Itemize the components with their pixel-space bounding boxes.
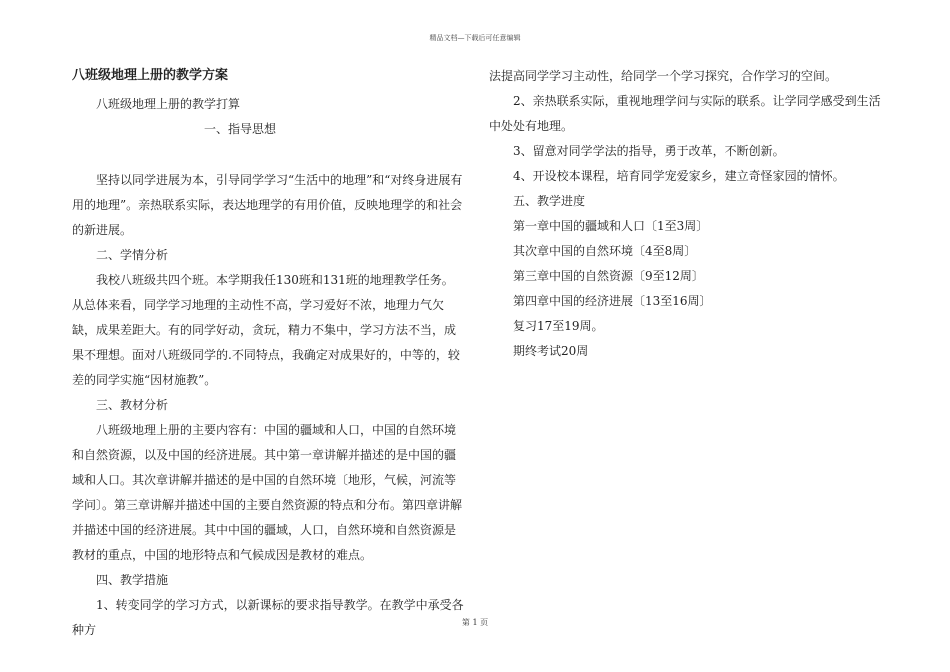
schedule-item: 第三章中国的自然资源〔9至12周〕 xyxy=(513,269,704,283)
section5-heading: 五、教学进度 xyxy=(513,194,586,208)
section3-heading: 三、教材分析 xyxy=(96,398,169,412)
section2-heading: 二、学情分析 xyxy=(96,248,169,262)
left-column xyxy=(72,66,464,637)
schedule-item: 第一章中国的疆域和人口〔1至3周〕 xyxy=(513,219,709,233)
right-column xyxy=(489,64,889,364)
schedule-item: 其次章中国的自然环境〔4至8周〕 xyxy=(513,244,697,258)
measure-3-paragraph: 3、留意对同学学法的指导，勇于改革，不断创新。 xyxy=(513,144,785,158)
section2-paragraph: 我校八班级共四个班。本学期我任130班和131班的地理教学任务。从总体来看，同学学习地理的主动性不高，学习爱好不浓，地理力气欠缺，成果差距大。有的同学好动，贪玩，精力不集中，学习方法不当，成果不理想。面对八班级同学的.不同特点，我确定对成果好的，中等的，较差的同学实施“因材施教”。 xyxy=(72,273,460,387)
measure-1-paragraph: 1、转变同学的学习方式，以新课标的要求指导教学。在教学中承受各种方 xyxy=(72,598,464,637)
schedule-item: 期终考试20周 xyxy=(513,344,589,358)
document-subtitle: 八班级地理上册的教学打算 xyxy=(96,97,241,111)
measure-1-continuation: 法提高同学学习主动性，给同学一个学习探究，合作学习的空间。 xyxy=(489,69,838,83)
document-title: 八班级地理上册的教学方案 xyxy=(72,68,229,83)
section1-paragraph: 坚持以同学进展为本，引导同学学习“生活中的地理”和“对终身进展有用的地理”。亲热联系实际，表达地理学的有用价值，反映地理学的和社会的新进展。 xyxy=(72,173,463,237)
schedule-item: 复习17至19周。 xyxy=(513,319,604,333)
schedule-item: 第四章中国的经济进展〔13至16周〕 xyxy=(513,294,712,308)
section4-heading: 四、教学措施 xyxy=(96,573,169,587)
section3-paragraph: 八班级地理上册的主要内容有：中国的疆域和人口，中国的自然环境和自然资源，以及中国的经济进展。其中第一章讲解并描述的是中国的疆域和人口。其次章讲解并描述的是中国的自然环境〔地形，气候，河流等学问〕。第三章讲解并描述中国的主要自然资源的特点和分布。第四章讲解并描述中国的经济进展。其中中国的疆域，人口，自然环境和自然资源是教材的重点，中国的地形特点和气候成因是教材的难点。 xyxy=(72,423,463,562)
page-header: 精品文档—下载后可任意编辑 xyxy=(429,34,521,42)
section1-heading: 一、指导思想 xyxy=(204,122,277,136)
measure-2-paragraph: 2、亲热联系实际，重视地理学问与实际的联系。让学同学感受到生活中处处有地理。 xyxy=(489,94,881,133)
measure-4-paragraph: 4、开设校本课程，培育同学宠爱家乡，建立奇怪家园的情怀。 xyxy=(513,169,845,183)
page-number: 第 1 页 xyxy=(461,618,489,627)
